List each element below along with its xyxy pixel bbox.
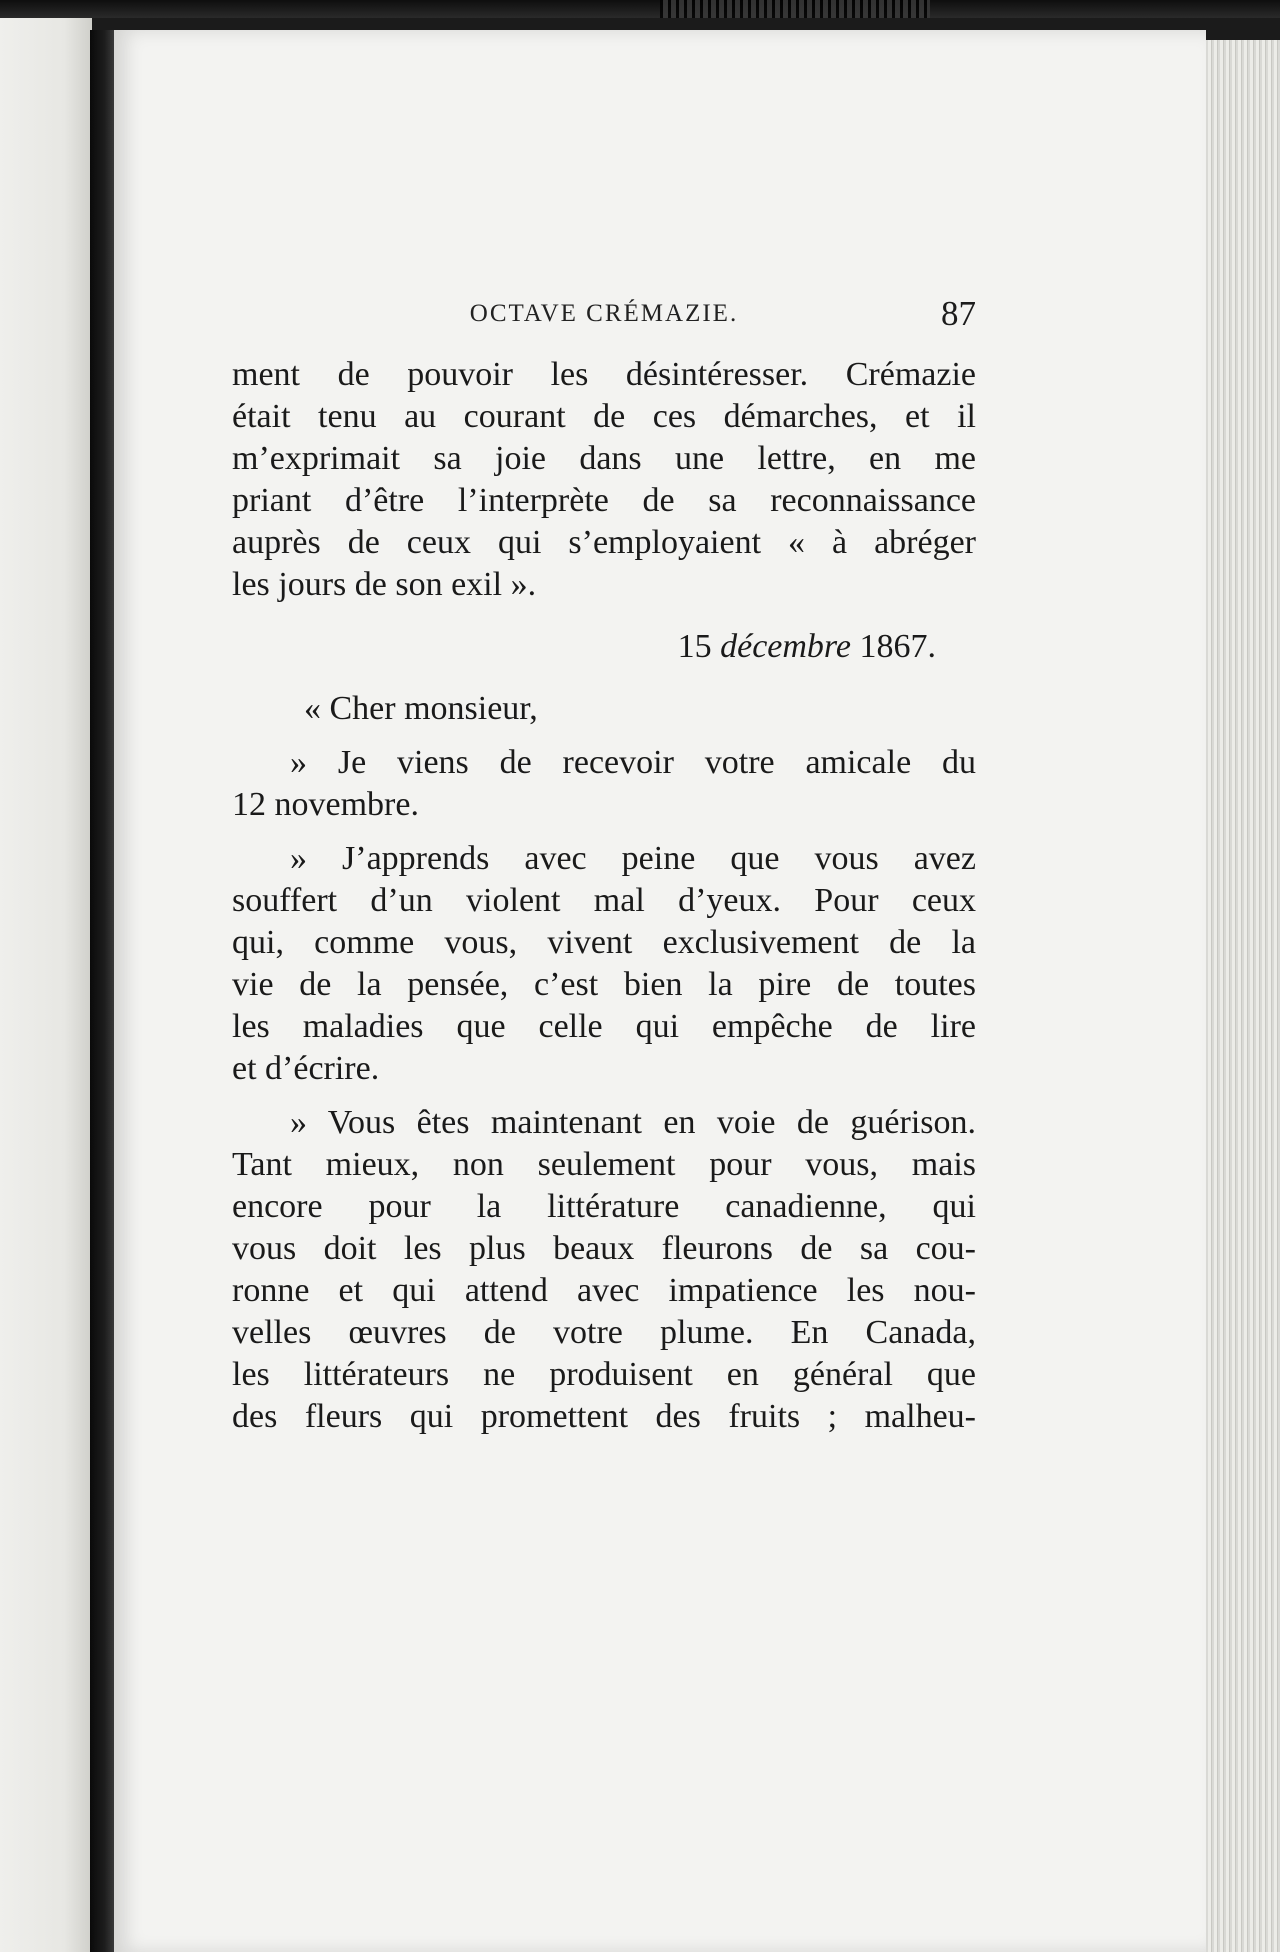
scan-top-marking xyxy=(660,0,930,18)
date-day: 15 xyxy=(677,628,712,665)
text-line: les maladies que celle qui empêche de lire xyxy=(232,1008,976,1045)
letter-salutation: « Cher monsieur, xyxy=(304,690,538,727)
text-line: 12 novembre. xyxy=(232,786,419,823)
text-line: velles œuvres de votre plume. En Canada, xyxy=(232,1314,976,1351)
text-line: ronne et qui attend avec impatience les nou- xyxy=(232,1272,976,1309)
date-month: décembre xyxy=(720,628,851,665)
running-title: OCTAVE CRÉMAZIE. xyxy=(469,300,739,327)
text-line: » Je viens de recevoir votre amicale du xyxy=(290,744,976,781)
text-line: priant d’être l’interprète de sa reconnaissance xyxy=(232,482,976,519)
text-line: Tant mieux, non seulement pour vous, mais xyxy=(232,1146,976,1183)
running-head xyxy=(232,294,976,340)
spacer xyxy=(232,826,976,838)
spacer xyxy=(232,668,976,688)
facing-page-edge xyxy=(0,18,92,1952)
text-line: vous doit les plus beaux fleurons de sa cou- xyxy=(232,1230,976,1267)
text-line: qui, comme vous, vivent exclusivement de la xyxy=(232,924,976,961)
text-line: » J’apprends avec peine que vous avez xyxy=(290,840,976,877)
spacer xyxy=(232,730,976,742)
spacer xyxy=(232,606,976,626)
spacer xyxy=(232,1090,976,1102)
text-line: » Vous êtes maintenant en voie de guérison. xyxy=(290,1104,976,1141)
page-stack-edge xyxy=(1206,40,1280,1952)
text-line: encore pour la littérature canadienne, qui xyxy=(232,1188,976,1225)
text-line: vie de la pensée, c’est bien la pire de toutes xyxy=(232,966,976,1003)
scan-top-edge xyxy=(0,0,1280,18)
book-gutter xyxy=(90,30,114,1952)
text-line: ment de pouvoir les désintéresser. Crémazie xyxy=(232,356,976,393)
page-number: 87 xyxy=(941,294,976,333)
date-year: 1867. xyxy=(859,628,936,665)
text-line: auprès de ceux qui s’employaient « à abréger xyxy=(232,524,976,561)
text-line: était tenu au courant de ces démarches, et il xyxy=(232,398,976,435)
text-line: m’exprimait sa joie dans une lettre, en me xyxy=(232,440,976,477)
text-line: les jours de son exil ». xyxy=(232,566,537,603)
body-text xyxy=(232,354,976,1438)
letter-date xyxy=(232,626,976,668)
text-line: souffert d’un violent mal d’yeux. Pour ceux xyxy=(232,882,976,919)
text-line: les littérateurs ne produisent en général que xyxy=(232,1356,976,1393)
text-line: des fleurs qui promettent des fruits ; malheu- xyxy=(232,1398,976,1435)
text-line: et d’écrire. xyxy=(232,1050,380,1087)
